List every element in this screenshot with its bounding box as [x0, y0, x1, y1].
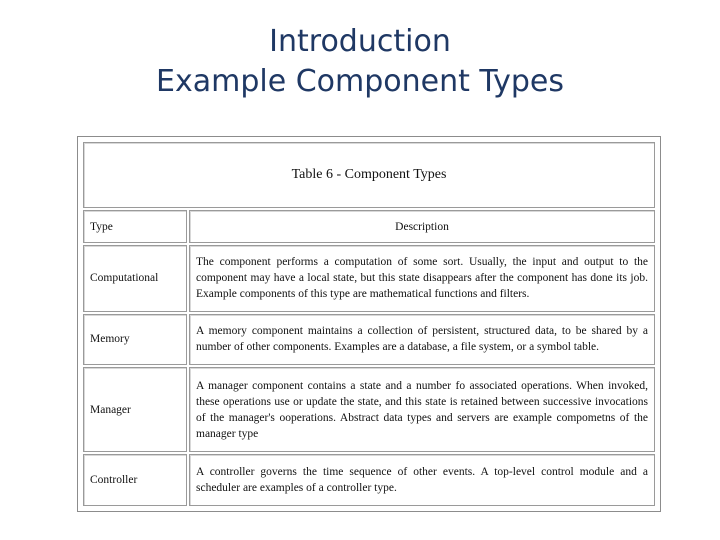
header-type: Type [83, 210, 187, 243]
row-description-controller: A controller governs the time sequence of other events. A top-level control module and a scheduler are examples of a controller type. [189, 454, 655, 506]
row-type-memory: Memory [83, 314, 187, 366]
row-description-memory: A memory component maintains a collection of persistent, structured data, to be shared by a number of other components. Examples are a database, a file system, or a symbol table. [189, 314, 655, 366]
table-header-row [83, 210, 655, 243]
slide-title [0, 22, 720, 102]
row-type-manager: Manager [83, 367, 187, 452]
table-row [83, 245, 655, 311]
slide-title-line-2: Example Component Types [156, 64, 564, 99]
table-row [83, 454, 655, 506]
table-caption: Table 6 - Component Types [83, 142, 655, 208]
table-caption-row [83, 142, 655, 208]
row-type-controller: Controller [83, 454, 187, 506]
table-row [83, 367, 655, 452]
table-row [83, 314, 655, 366]
header-description: Description [189, 210, 655, 243]
row-description-computational: The component performs a computation of some sort. Usually, the input and output to the component may have a local state, but this state disappears after the component has done its job. Example components of this type are mathematical functions and filters. [189, 245, 655, 311]
component-types-table-image [77, 136, 661, 512]
row-type-computational: Computational [83, 245, 187, 311]
component-types-table [81, 140, 657, 508]
slide-title-line-1: Introduction [269, 24, 451, 59]
row-description-manager: A manager component contains a state and a number fo associated operations. When invoked, these operations use or update the state, and this state is retained between successive invocations of the manager's ooperations. Abstract data types and servers are example compometns of the manager type [189, 367, 655, 452]
